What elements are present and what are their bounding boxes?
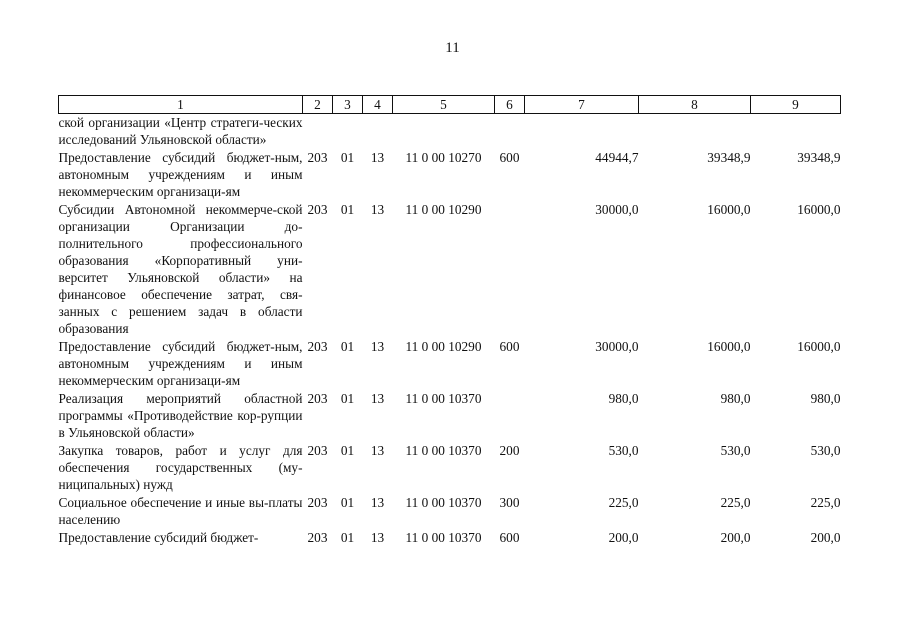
header-col-3: 3 <box>333 96 363 114</box>
cell-amount-3: 530,0 <box>810 443 841 458</box>
cell-amount-3: 16000,0 <box>797 339 841 354</box>
cell-amount-1: 225,0 <box>608 495 639 510</box>
cell-amount-2: 225,0 <box>720 495 751 510</box>
cell-subsection: 13 <box>370 530 385 545</box>
cell-ministry: 203 <box>307 443 328 458</box>
cell-name: Предоставление субсидий бюджет-ным, автономным учреждениям и иным некоммерческим организаци-ям <box>58 150 303 199</box>
header-col-4: 4 <box>363 96 393 114</box>
cell-section: 01 <box>340 150 355 165</box>
cell-name: Социальное обеспечение и иные вы-платы населению <box>58 495 303 527</box>
cell-amount-1: 200,0 <box>608 530 639 545</box>
cell-amount-1: 30000,0 <box>595 202 639 217</box>
cell-section: 01 <box>340 339 355 354</box>
table-row <box>59 494 841 529</box>
cell-ministry: 203 <box>307 150 328 165</box>
cell-expense-type: 200 <box>499 443 520 458</box>
cell-subsection: 13 <box>370 443 385 458</box>
cell-ministry <box>303 114 333 150</box>
cell-expense-type <box>495 201 525 338</box>
cell-amount-3: 200,0 <box>810 530 841 545</box>
budget-table <box>58 95 841 547</box>
cell-amount-1: 30000,0 <box>595 339 639 354</box>
cell-amount-3: 980,0 <box>810 391 841 406</box>
cell-expense-type: 600 <box>499 530 520 545</box>
cell-name: Предоставление субсидий бюджет- <box>58 530 259 545</box>
cell-name: Предоставление субсидий бюджет-ным, автономным учреждениям и иным некоммерческим организаци-ям <box>58 339 303 388</box>
cell-ministry: 203 <box>307 391 328 406</box>
cell-name: Реализация мероприятий областной программы «Противодействие кор-рупции в Ульяновской области» <box>58 391 303 440</box>
cell-subsection: 13 <box>370 202 385 217</box>
cell-name: ской организации «Центр стратеги-ческих исследований Ульяновской области» <box>58 115 303 147</box>
page-number: 11 <box>445 40 460 56</box>
cell-expense-type <box>495 390 525 442</box>
cell-subsection: 13 <box>370 339 385 354</box>
cell-amount-3 <box>751 114 841 150</box>
cell-amount-1 <box>525 114 639 150</box>
cell-amount-1: 44944,7 <box>595 150 639 165</box>
header-col-8: 8 <box>639 96 751 114</box>
table-row <box>59 390 841 442</box>
cell-amount-3: 16000,0 <box>797 202 841 217</box>
header-col-9: 9 <box>751 96 841 114</box>
cell-name: Субсидии Автономной некоммерче-ской организации Организации до-полнительного профессионального образования «Корпоративный уни-верситет Ульяновской области» на финансовое обеспечение затрат, свя-занных с решением задач в области образования <box>58 202 303 336</box>
cell-amount-3: 39348,9 <box>797 150 841 165</box>
cell-target-article: 11 0 00 10290 <box>405 202 482 217</box>
cell-section: 01 <box>340 495 355 510</box>
header-col-5: 5 <box>393 96 495 114</box>
cell-target-article: 11 0 00 10290 <box>405 339 482 354</box>
table-row <box>59 442 841 494</box>
cell-section: 01 <box>340 443 355 458</box>
cell-amount-2: 200,0 <box>720 530 751 545</box>
cell-ministry: 203 <box>307 495 328 510</box>
cell-subsection: 13 <box>370 391 385 406</box>
cell-ministry: 203 <box>307 530 328 545</box>
cell-amount-1: 530,0 <box>608 443 639 458</box>
cell-section <box>333 114 363 150</box>
table-row <box>59 149 841 201</box>
cell-expense-type <box>495 114 525 150</box>
cell-expense-type: 600 <box>499 150 520 165</box>
table-row <box>59 338 841 390</box>
cell-amount-2: 16000,0 <box>707 202 751 217</box>
cell-section: 01 <box>340 391 355 406</box>
cell-target-article: 11 0 00 10370 <box>405 391 482 406</box>
cell-target-article: 11 0 00 10270 <box>405 150 482 165</box>
cell-subsection: 13 <box>370 150 385 165</box>
cell-expense-type: 600 <box>499 339 520 354</box>
cell-amount-3: 225,0 <box>810 495 841 510</box>
cell-subsection: 13 <box>370 495 385 510</box>
cell-amount-2: 16000,0 <box>707 339 751 354</box>
cell-ministry: 203 <box>307 339 328 354</box>
cell-amount-1: 980,0 <box>608 391 639 406</box>
header-col-7: 7 <box>525 96 639 114</box>
header-col-1: 1 <box>59 96 303 114</box>
cell-amount-2: 39348,9 <box>707 150 751 165</box>
header-col-2: 2 <box>303 96 333 114</box>
cell-target-article: 11 0 00 10370 <box>405 443 482 458</box>
cell-name: Закупка товаров, работ и услуг для обеспечения государственных (му-ниципальных) нужд <box>58 443 303 492</box>
cell-amount-2 <box>639 114 751 150</box>
cell-ministry: 203 <box>307 202 328 217</box>
cell-target-article: 11 0 00 10370 <box>405 530 482 545</box>
cell-target-article: 11 0 00 10370 <box>405 495 482 510</box>
cell-amount-2: 980,0 <box>720 391 751 406</box>
cell-expense-type: 300 <box>499 495 520 510</box>
cell-target-article <box>393 114 495 150</box>
table-row <box>59 201 841 338</box>
cell-amount-2: 530,0 <box>720 443 751 458</box>
header-row <box>59 96 841 114</box>
table-row <box>59 529 841 547</box>
cell-section: 01 <box>340 202 355 217</box>
cell-section: 01 <box>340 530 355 545</box>
table-row <box>59 114 841 150</box>
header-col-6: 6 <box>495 96 525 114</box>
cell-subsection <box>363 114 393 150</box>
